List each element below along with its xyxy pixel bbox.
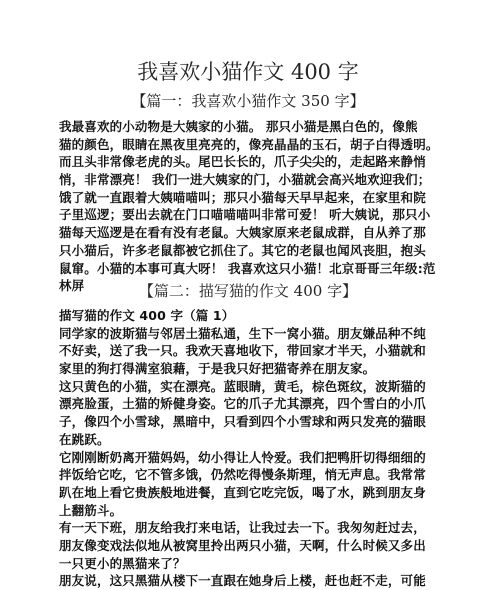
text-line: 子里巡逻；要出去就在门口喵喵喵叫非常可爱！ 听大姨说，那只小 <box>59 207 431 223</box>
text-line: 漂亮脸蛋，土猫的矫健身姿。它的爪子尤其漂亮，四个雪白的小爪 <box>59 396 426 412</box>
text-line: 林屏 <box>59 278 85 294</box>
text-line: 这只黄色的小猫，实在漂亮。蓝眼睛，黄毛，棕色斑纹，波斯猫的 <box>59 378 426 394</box>
text-line: 不好卖，送了我一只。我欢天喜地收下，带回家才半天，小猫就和 <box>59 343 426 359</box>
section-heading-2: 【篇二：描写猫的作文 400 字】 <box>138 282 358 300</box>
text-line: 猫的颜色，眼睛在黑夜里亮亮的，像亮晶晶的玉石，胡子白得透明。 <box>59 136 439 152</box>
section-body-1 <box>59 118 440 295</box>
document-title: 我喜欢小猫作文 400 字 <box>137 60 359 84</box>
text-line: 朋友像变戏法似地从被窝里拎出两只小猫，天啊，什么时候又多出 <box>59 537 426 553</box>
text-line: 饿了就一直跟着大姨喵喵叫；那只小猫每天早早起来，在家里和院 <box>59 189 426 205</box>
text-line: 只小猫后，许多老鼠都被它抓住了。其它的老鼠也闻风丧胆，抱头 <box>59 242 426 258</box>
text-line: 它刚刚断奶离开猫妈妈，幼小得让人怜爱。我们把鸭肝切得细细的 <box>59 449 426 465</box>
text-line: 描写猫的作文 400 字（篇 1） <box>59 308 235 323</box>
text-line: 趴在地上看它贵族般地进餐，直到它吃完饭，喝了水，跳到朋友身 <box>59 484 426 500</box>
text-line: 拌饭给它吃，它不管多饿，仍然吃得慢条斯理，悄无声息。我常常 <box>59 467 426 483</box>
text-line: 朋友说，这只黑猫从楼下一直跟在她身后上楼，赶也赶不走，可能 <box>59 573 426 589</box>
text-line: 上翻筋斗。 <box>59 502 123 518</box>
text-line: 同学家的波斯猫与邻居土猫私通，生下一窝小猫。朋友嫌品种不纯 <box>59 325 426 341</box>
text-line: 鼠窜。小猫的本事可真大呀！ 我喜欢这只小猫！北京哥哥三年级:范 <box>59 260 436 276</box>
text-line: 家里的狗打得满室狼藉，于是我只好把猫寄养在朋友家。 <box>59 361 376 377</box>
text-line: 猫每天巡逻是在看有没有老鼠。大姨家原来老鼠成群，自从养了那 <box>59 225 426 241</box>
text-line: 一只更小的黑猫来了？ <box>59 555 186 571</box>
text-line: 而且头非常像老虎的头。尾巴长长的，爪子尖尖的，走起路来静悄 <box>59 154 426 170</box>
text-line: 子，像四个小雪球，黑暗中，只看到四个小雪球和两只发亮的猫眼 <box>59 414 426 430</box>
section-body-2 <box>59 307 440 590</box>
text-line: 有一天下班，朋友给我打来电话，让我过去一下。我匆匆赶过去， <box>59 520 426 536</box>
section-heading-1: 【篇一：我喜欢小猫作文 350 字】 <box>131 92 365 110</box>
text-line: 在跳跃。 <box>59 431 110 447</box>
text-line: 悄，非常漂亮！ 我们一进大姨家的门，小猫就会高兴地欢迎我们； <box>59 172 431 188</box>
text-line: 我最喜欢的小动物是大姨家的小猫。 那只小猫是黑白色的，像熊 <box>59 119 418 134</box>
